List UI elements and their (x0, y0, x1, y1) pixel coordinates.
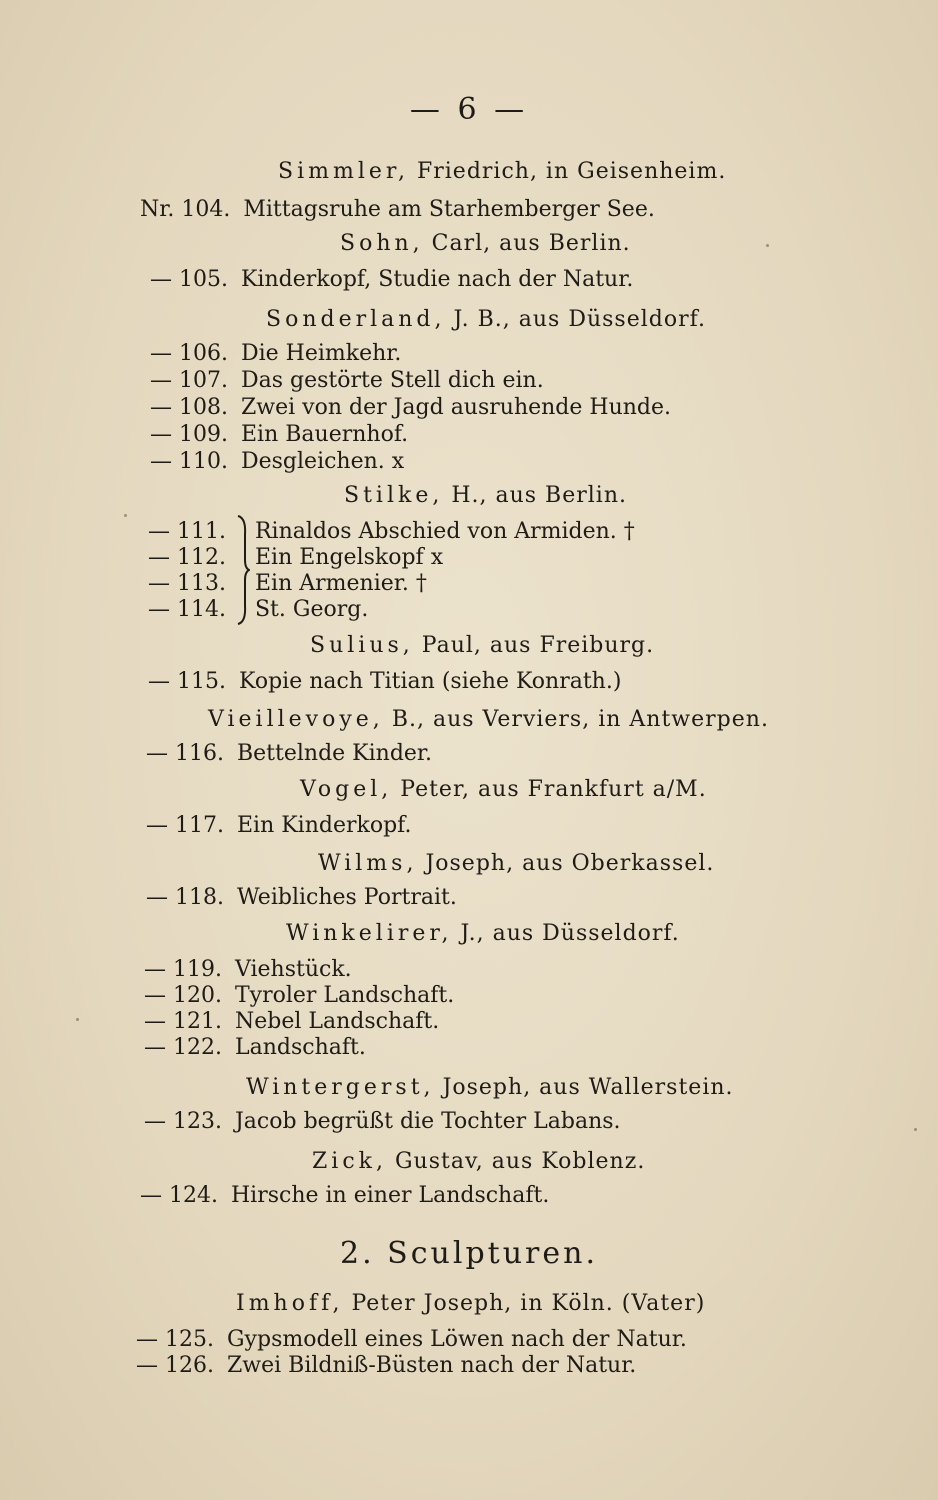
artist-origin: Paul, aus Freiburg. (421, 633, 655, 658)
entry-number: — 115. (148, 669, 226, 694)
entry-title: Zwei von der Jagd ausruhende Hunde. (240, 395, 672, 420)
artist-heading (278, 158, 726, 186)
artist-heading (312, 1148, 645, 1176)
catalog-entry (150, 421, 408, 449)
artist-heading (340, 230, 631, 258)
artist-name: Sonderland, (266, 307, 446, 332)
entry-title: Rinaldos Abschied von Armiden. † (254, 519, 635, 544)
artist-heading (286, 920, 680, 948)
catalog-entry (148, 570, 427, 598)
catalog-entry (150, 340, 401, 368)
catalog-entry (146, 740, 432, 768)
artist-origin: Peter, aus Frankfurt a/M. (400, 777, 707, 802)
catalog-entry (150, 367, 544, 395)
paper-speck (124, 514, 127, 517)
entry-title: Die Heimkehr. (240, 341, 402, 366)
artist-heading (208, 706, 769, 734)
entry-title: Tyroler Landschaft. (234, 983, 455, 1008)
entry-title: Desgleichen. x (240, 449, 405, 474)
artist-name: Simmler, (278, 159, 409, 184)
artist-heading (266, 306, 706, 334)
entry-title: Jacob begrüßt die Tochter Labans. (234, 1109, 621, 1134)
entry-number: — 110. (150, 449, 228, 474)
artist-heading (246, 1074, 734, 1102)
catalog-entry (144, 982, 454, 1010)
artist-name: Zick, (312, 1149, 387, 1174)
catalog-entry (144, 1034, 366, 1062)
artist-origin: J., aus Düsseldorf. (460, 921, 680, 946)
artist-heading (344, 482, 627, 510)
entry-title: Ein Armenier. † (254, 571, 427, 596)
artist-name: Wilms, (318, 851, 418, 876)
catalog-entry (144, 956, 352, 984)
artist-name: Stilke, (344, 483, 444, 508)
entry-number: — 118. (146, 885, 224, 910)
entry-number: — 109. (150, 422, 228, 447)
artist-name: Wintergerst, (246, 1075, 435, 1100)
entry-title: Weibliches Portrait. (236, 885, 457, 910)
entry-title: Kopie nach Titian (siehe Konrath.) (238, 669, 622, 694)
artist-origin: Carl, aus Berlin. (431, 231, 631, 256)
artist-origin: J. B., aus Düsseldorf. (453, 307, 706, 332)
entry-number: — 116. (146, 741, 224, 766)
entry-title: Ein Engelskopf x (254, 545, 444, 570)
artist-name: Imhoff, (236, 1291, 344, 1316)
entry-number: — 126. (136, 1353, 214, 1378)
artist-heading (236, 1290, 705, 1318)
entry-number: — 119. (144, 957, 222, 982)
paper-speck (914, 1128, 917, 1131)
entry-number: — 125. (136, 1327, 214, 1352)
catalog-entry (144, 1008, 439, 1036)
catalog-entry (136, 1352, 636, 1380)
entry-number: — 113. (148, 571, 226, 596)
entry-title: Das gestörte Stell dich ein. (240, 368, 544, 393)
entry-number: — 121. (144, 1009, 222, 1034)
entry-title: Kinderkopf, Studie nach der Natur. (240, 267, 634, 292)
entry-title: St. Georg. (254, 597, 369, 622)
artist-name: Vogel, (300, 777, 393, 802)
artist-origin: Joseph, aus Wallerstein. (442, 1075, 734, 1100)
entry-title: Mittagsruhe am Starhemberger See. (243, 197, 655, 222)
artist-origin: Joseph, aus Oberkassel. (425, 851, 715, 876)
paper-speck (76, 1018, 79, 1021)
artist-heading (300, 776, 707, 804)
catalog-entry (148, 596, 368, 624)
entry-number: — 117. (146, 813, 224, 838)
entry-number: — 120. (144, 983, 222, 1008)
catalog-entry (150, 394, 671, 422)
catalog-entry (150, 266, 633, 294)
entry-number: — 107. (150, 368, 228, 393)
entry-number: — 123. (144, 1109, 222, 1134)
entry-title: Bettelnde Kinder. (236, 741, 433, 766)
catalog-entry (148, 518, 635, 546)
entry-number: — 114. (148, 597, 226, 622)
entry-title: Viehstück. (234, 957, 352, 982)
catalog-entry (148, 668, 621, 696)
paper-speck (766, 244, 769, 247)
page-number: — 6 — (409, 92, 529, 127)
entry-title: Landschaft. (234, 1035, 366, 1060)
entry-title: Gypsmodell eines Löwen nach der Natur. (226, 1327, 687, 1352)
artist-name: Sulius, (310, 633, 414, 658)
catalog-entry (150, 448, 404, 476)
catalog-entry (140, 196, 655, 224)
catalog-entry (148, 544, 443, 572)
artist-name: Sohn, (340, 231, 424, 256)
artist-heading (318, 850, 714, 878)
entry-title: Zwei Bildniß-Büsten nach der Natur. (226, 1353, 637, 1378)
entry-title: Ein Bauernhof. (240, 422, 409, 447)
artist-heading (310, 632, 654, 660)
artist-origin: Peter Joseph, in Köln. (Vater) (351, 1291, 706, 1316)
entry-number: — 105. (150, 267, 228, 292)
entry-number: — 111. (148, 519, 226, 544)
entry-number: — 122. (144, 1035, 222, 1060)
catalog-entry (146, 812, 412, 840)
entry-title: Nebel Landschaft. (234, 1009, 440, 1034)
artist-origin: B., aus Verviers, in Antwerpen. (391, 707, 769, 732)
entry-number: — 112. (148, 545, 226, 570)
catalog-entry (146, 884, 457, 912)
section-heading: 2. Sculpturen. (340, 1236, 598, 1271)
artist-origin: Friedrich, in Geisenheim. (416, 159, 727, 184)
entry-number: Nr. 104. (140, 197, 231, 222)
catalog-entry (140, 1182, 549, 1210)
entry-number: — 124. (140, 1183, 218, 1208)
catalog-entry (144, 1108, 621, 1136)
artist-name: Vieillevoye, (208, 707, 384, 732)
entry-title: Hirsche in einer Landschaft. (230, 1183, 550, 1208)
artist-origin: H., aus Berlin. (451, 483, 627, 508)
catalog-entry (136, 1326, 687, 1354)
entry-number: — 106. (150, 341, 228, 366)
entry-title: Ein Kinderkopf. (236, 813, 412, 838)
artist-origin: Gustav, aus Koblenz. (394, 1149, 646, 1174)
artist-name: Winkelirer, (286, 921, 453, 946)
entry-number: — 108. (150, 395, 228, 420)
